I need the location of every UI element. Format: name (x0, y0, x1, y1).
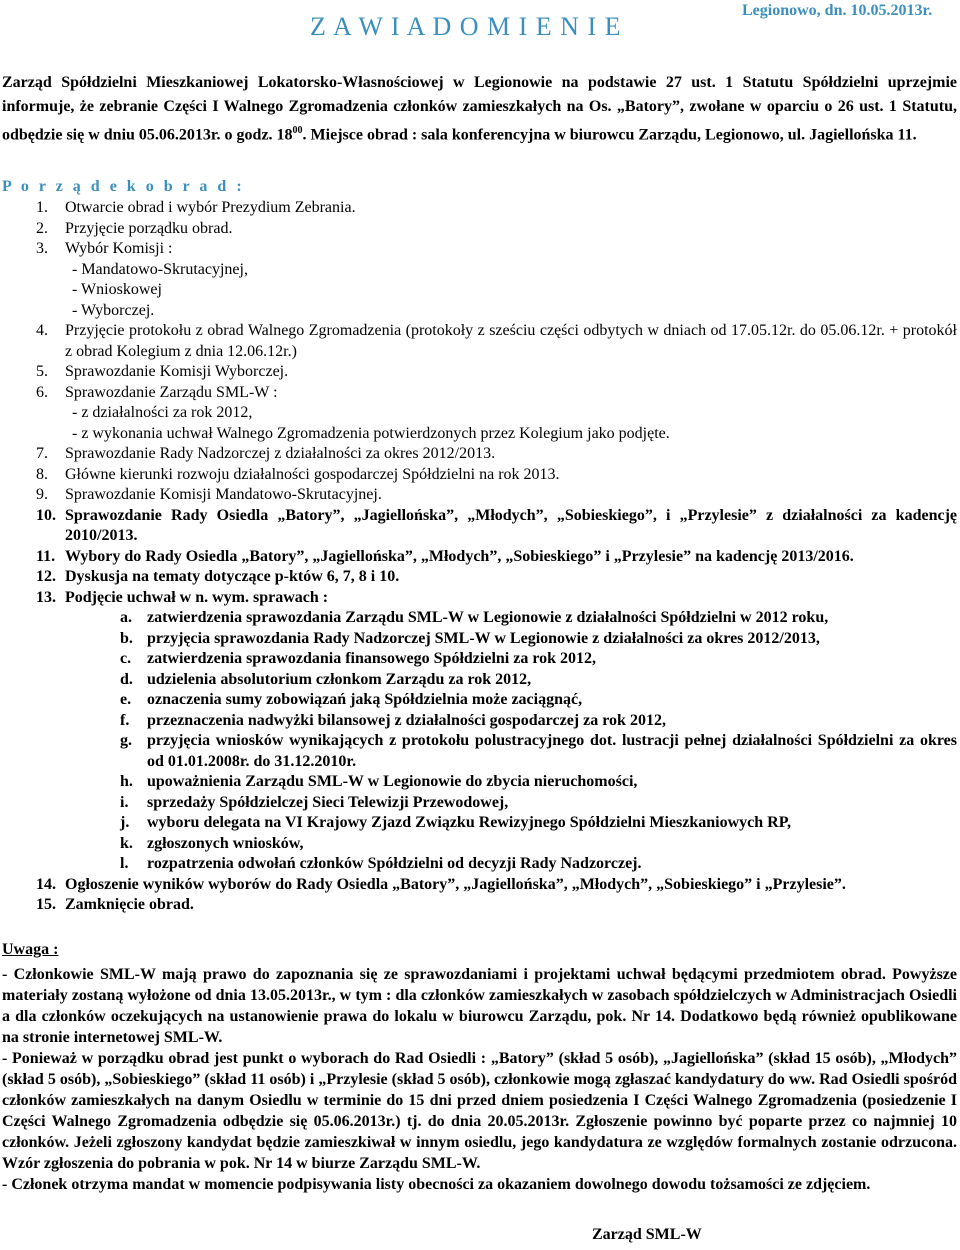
agenda-item (2, 219, 957, 240)
notes (2, 964, 957, 1195)
intro-text (2, 71, 957, 147)
agenda-item-text: Podjęcie uchwał w n. wym. sprawach : (65, 588, 329, 606)
resolution-item-text: rozpatrzenia odwołań członków Spółdzielni od decyzji Rady Nadzorczej. (147, 855, 642, 872)
resolution-item-text: upoważnienia Zarządu SML-W w Legionowie do zbycia nieruchomości, (147, 773, 638, 790)
intro-time-superscript: 00 (292, 125, 303, 136)
agenda-item-number: 14. (36, 875, 56, 893)
note-paragraph: - Członek otrzyma mandat w momencie podpisywania listy obecności za okazaniem dowolnego dowodu tożsamości ze zdjęciem. (2, 1176, 871, 1193)
resolution-item-text: zatwierdzenia sprawozdania finansowego Spółdzielni za rok 2012, (147, 650, 597, 667)
agenda-item (2, 321, 957, 362)
agenda-item-number: 8. (36, 465, 48, 483)
agenda-item (2, 895, 957, 916)
intro-text-end: . Miejsce obrad : sala konferencyjna w biurowcu Zarządu, Legionowo, ul. Jagiellońska 11. (302, 126, 917, 144)
resolution-item-letter: l. (120, 855, 129, 872)
agenda-item-text: Sprawozdanie Rady Osiedla „Batory”, „Jagiellońska”, „Młodych”, „Sobieskiego”, i „Przylesie” z działalności za kadencję 2010/2013. (65, 506, 957, 544)
resolution-item-text: przyjęcia wniosków wynikających z protokołu polustracyjnego dot. lustracji pełnej działalności Spółdzielni za okres od 01.01.2008r. do 31.12.2010r. (147, 732, 957, 770)
agenda-item-number: 13. (36, 588, 56, 606)
agenda-item (2, 383, 957, 404)
resolution-item (2, 670, 957, 691)
resolution-item-letter: a. (120, 609, 132, 626)
agenda-item-text: Dyskusja na tematy dotyczące p-któw 6, 7, 8 i 10. (65, 568, 400, 585)
place-and-date: Legionowo, dn. 10.05.2013r. (742, 2, 933, 19)
agenda-item-text: Zamknięcie obrad. (65, 896, 194, 913)
agenda-sub-item: - Mandatowo-Skrutacyjnej, (72, 260, 248, 278)
agenda-item-number: 2. (36, 219, 48, 237)
agenda-sub-item: - Wnioskowej (72, 281, 162, 298)
resolution-item-text: oznaczenia sumy zobowiązań jaką Spółdzielnia może zaciągnąć, (147, 691, 583, 708)
resolution-item-letter: j. (120, 814, 130, 831)
resolution-item-letter: f. (120, 711, 130, 729)
agenda-item (2, 506, 957, 547)
agenda-item-text: Przyjęcie protokołu z obrad Walnego Zgromadzenia (protokoły z sześciu części odbytych w dniach od 17.05.12r. do 05.06.12r. + protokół z obrad Kolegium z dnia 12.06.12r.) (65, 322, 957, 360)
agenda-item-number: 4. (36, 322, 48, 339)
agenda-item (2, 588, 957, 609)
resolution-item-text: zgłoszonych wniosków, (147, 834, 304, 852)
agenda-item-text: Sprawozdanie Rady Nadzorczej z działalności za okres 2012/2013. (65, 445, 496, 462)
agenda-item (2, 444, 957, 465)
agenda-item-text: Sprawozdanie Zarządu SML-W : (65, 383, 278, 401)
agenda-item-number: 1. (36, 199, 48, 216)
resolution-item-letter: i. (120, 793, 129, 811)
resolution-item-text: sprzedaży Spółdzielczej Sieci Telewizji Przewodowej, (147, 793, 509, 811)
agenda-item-text: Sprawozdanie Komisji Mandatowo-Skrutacyjnej. (65, 486, 382, 503)
resolution-item-text: udzielenia absolutorium członkom Zarządu za rok 2012, (147, 670, 532, 688)
resolution-item-letter: h. (120, 773, 133, 790)
intro-text-main: Zarząd Spółdzielni Mieszkaniowej Lokatorsko-Własnościowej w Legionowie na podstawie 27 ust. 1 Statutu Spółdzielni uprzejmie informuje, że zebranie Części I Walnego Zgromadzenia członków zamieszkałych na Os. „Batory”, zwołane w oparciu o 26 ust. 1 Statutu, odbędzie się w dniu 05.06.2013r. o godz. 18 (2, 74, 957, 144)
resolution-item (2, 629, 957, 650)
resolution-item-text: przeznaczenia nadwyżki bilansowej z działalności gospodarczej za rok 2012, (147, 711, 666, 729)
note-paragraph: - Ponieważ w porządku obrad jest punkt o wyborach do Rad Osiedli : „Batory” (skład 5 osób), „Jagiellońska” (skład 15 osób), „Młodych” (skład 5 osób), „Sobieskiego” (skład 11 osób) i „Przylesie (skład 5 osób), członkowie mogą zgłaszać kandydatury do ww. Rad Osiedli spośród członków zamieszkałych na danym Osiedlu w terminie do 15 dni przed dniem posiedzenia I Części Walnego Zgromadzenia (posiedzenie I Części Walnego Zgromadzenia odbędzie się 05.06.2013r.) tj. do dnia 20.05.2013r. Zgłoszenie powinno być poparte przez co najmniej 10 członków. Jeżeli zgłoszony kandydat będzie zamieszkiwał w innym osiedlu, jego kandydatura ze względów formalnych zostanie odrzucona. Wzór zgłoszenia do pobrania w pok. Nr 14 w biurze Zarządu SML-W. (2, 1050, 957, 1172)
agenda-item (2, 362, 957, 383)
resolution-item-letter: k. (120, 834, 133, 852)
agenda-heading: P o r z ą d e k o b r a d : (2, 178, 245, 195)
resolution-item-letter: d. (120, 670, 133, 688)
agenda-item-text: Przyjęcie porządku obrad. (65, 219, 233, 237)
agenda-item (2, 875, 957, 896)
resolution-item (2, 731, 957, 772)
note-paragraph: - Członkowie SML-W mają prawo do zapoznania się ze sprawozdaniami i projektami uchwał będącymi przedmiotem obrad. Powyższe materiały zostaną wyłożone od dnia 13.05.2013r., w tym : dla członków zamieszkałych w zasobach spółdzielczych w Administracjach Osiedli a dla członków oczekujących na ustanowienie prawa do lokalu w biurowcu Zarządu, pok. Nr 14. Dodatkowo będą również opublikowane na stronie internetowej SML-W. (2, 966, 957, 1046)
resolution-item-letter: c. (120, 650, 132, 667)
resolution-item (2, 649, 957, 670)
resolution-item (2, 854, 957, 875)
agenda-list (2, 198, 957, 916)
agenda-item-text: Otwarcie obrad i wybór Prezydium Zebrania. (65, 199, 356, 216)
agenda-sub-item: - z wykonania uchwał Walnego Zgromadzenia potwierdzonych przez Kolegium jako podjęte. (72, 424, 670, 442)
resolution-item-text: zatwierdzenia sprawozdania Zarządu SML-W w Legionowie z działalności Spółdzielni w 2012 roku, (147, 609, 829, 626)
agenda-sub-item: - z działalności za rok 2012, (72, 404, 253, 421)
resolution-item (2, 690, 957, 711)
agenda-item-number: 5. (36, 363, 48, 380)
resolution-item (2, 813, 957, 834)
agenda-item (2, 198, 957, 219)
resolution-item-letter: b. (120, 629, 133, 647)
agenda-item-number: 15. (36, 896, 56, 913)
agenda-item (2, 239, 957, 260)
agenda-item (2, 485, 957, 506)
agenda-sub-item: - Wyborczej. (72, 301, 155, 319)
agenda-item-text: Sprawozdanie Komisji Wyborczej. (65, 363, 289, 380)
notes-heading (2, 941, 58, 959)
agenda-item-text: Wybór Komisji : (65, 240, 173, 257)
agenda-item-number: 12. (36, 568, 56, 585)
agenda-item-text: Wybory do Rady Osiedla „Batory”, „Jagiellońska”, „Młodych”, „Sobieskiego” i „Przylesie” na kadencję 2013/2016. (65, 547, 854, 565)
resolution-item (2, 834, 957, 855)
resolution-item-text: wyboru delegata na VI Krajowy Zjazd Związku Rewizyjnego Spółdzielni Mieszkaniowych RP, (147, 814, 792, 831)
agenda-item-number: 10. (36, 506, 56, 524)
agenda-item-number: 9. (36, 486, 48, 503)
agenda-item-number: 7. (36, 445, 48, 462)
document-title: Z A W I A D O M I E N I E (310, 12, 622, 41)
notes-heading-text: Uwaga : (2, 941, 59, 958)
resolution-item (2, 793, 957, 814)
agenda-item-number: 6. (36, 383, 48, 401)
agenda-item-number: 11. (36, 547, 56, 565)
resolution-item (2, 772, 957, 793)
agenda-item-text: Główne kierunki rozwoju działalności gospodarczej Spółdzielni na rok 2013. (65, 465, 560, 483)
agenda-item-number: 3. (36, 240, 48, 257)
resolution-item-text: przyjęcia sprawozdania Rady Nadzorczej SML-W w Legionowie z działalności za okres 2012/2013, (147, 629, 820, 647)
agenda-item (2, 547, 957, 568)
agenda-item (2, 465, 957, 486)
resolution-item-letter: e. (120, 691, 132, 708)
agenda-item-text: Ogłoszenie wyników wyborów do Rady Osiedla „Batory”, „Jagiellońska”, „Młodych”, „Sobieskiego” i „Przylesie”. (65, 875, 846, 893)
resolution-item-letter: g. (120, 732, 132, 749)
resolution-item (2, 608, 957, 629)
agenda-item (2, 567, 957, 588)
intro-paragraph (2, 71, 957, 147)
signature: Zarząd SML-W (592, 1226, 702, 1243)
resolution-item (2, 711, 957, 732)
